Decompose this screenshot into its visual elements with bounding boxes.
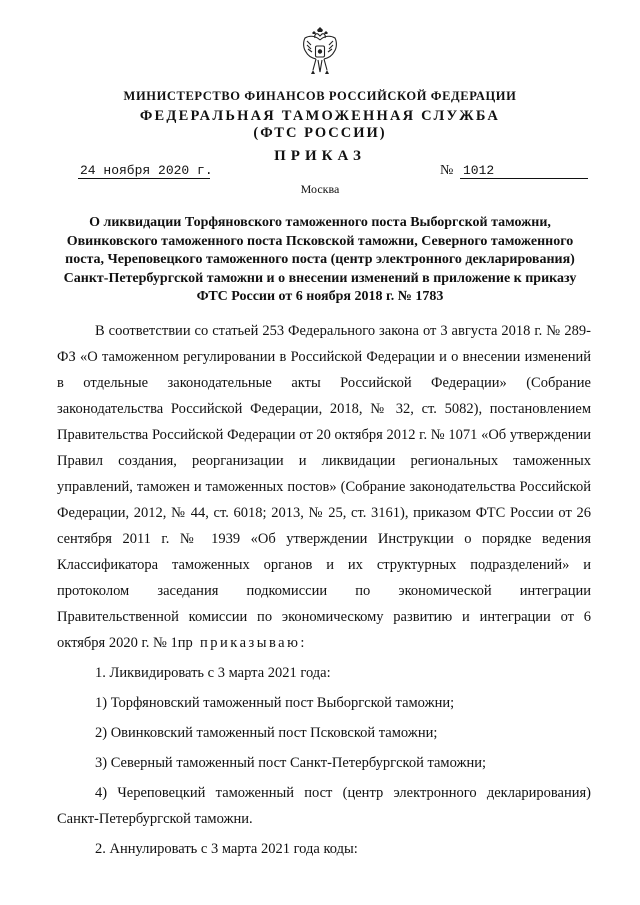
service-short-name: (ФТС РОССИИ) bbox=[253, 125, 387, 141]
order-body bbox=[57, 318, 591, 862]
preamble-paragraph bbox=[57, 318, 591, 656]
ministry-name: МИНИСТЕРСТВО ФИНАНСОВ РОССИЙСКОЙ ФЕДЕРАЦИИ bbox=[123, 89, 517, 103]
item-1-2: 2) Овинковский таможенный пост Псковской таможни; bbox=[95, 725, 438, 741]
preamble-text: В соответствии со статьей 253 Федерального закона от 3 августа 2018 г. № 289-ФЗ «О таможенном регулировании в Российской Федерации и о внесении изменений в отдельные законодательные акты Российской Федерации» (Собрание законодательства Российской Федерации, 2018, № 32, ст. 5082), постановлением Правительства Российской Федерации от 20 октября 2012 г. № 1071 «Об утверждении Правил создания, реорганизации и ликвидации региональных таможенных управлений, таможен и таможенных постов» (Собрание законодательства Российской Федерации, 2012, № 44, ст. 6018; 2013, № 25, ст. 3161), приказом ФТС России от 26 сентября 2011 г. № 1939 «Об утверждении Инструкции о порядке ведения Классификатора таможенных органов и их структурных подразделений» и протоколом заседания подкомиссии по экономической интеграции Правительственной комиссии по экономическому развитию и интеграции от 6 октября 2020 г. № 1пр bbox=[57, 323, 591, 651]
date-underline bbox=[78, 178, 210, 179]
order-title: О ликвидации Торфяновского таможенного поста Выборгской таможни, Овинковского таможенного поста Псковской таможни, Северного таможенного поста, Череповецкого таможенного поста (центр электронного декларирования) Санкт-Петербургской таможни и о внесении изменений в приложение к приказу ФТС России от 6 ноября 2018 г. № 1783 bbox=[63, 215, 577, 304]
service-name: ФЕДЕРАЛЬНАЯ ТАМОЖЕННАЯ СЛУЖБА bbox=[139, 108, 501, 124]
coat-of-arms-icon bbox=[299, 26, 341, 78]
item-1: 1. Ликвидировать с 3 марта 2021 года: bbox=[95, 665, 331, 681]
document-type: ПРИКАЗ bbox=[274, 148, 366, 164]
city: Москва bbox=[300, 182, 340, 196]
item-2: 2. Аннулировать с 3 марта 2021 года коды: bbox=[95, 841, 358, 857]
order-date: 24 ноября 2020 г. bbox=[80, 163, 213, 178]
order-number: 1012 bbox=[463, 163, 495, 178]
number-underline bbox=[460, 178, 588, 179]
order-word: приказываю: bbox=[200, 635, 307, 651]
number-sign: № bbox=[440, 163, 454, 178]
item-1-3: 3) Северный таможенный пост Санкт-Петербургской таможни; bbox=[95, 755, 487, 771]
item-1-4: 4) Череповецкий таможенный пост (центр электронного декларирования) Санкт-Петербургской таможни. bbox=[57, 785, 591, 827]
item-1-1: 1) Торфяновский таможенный пост Выборгской таможни; bbox=[95, 695, 455, 711]
